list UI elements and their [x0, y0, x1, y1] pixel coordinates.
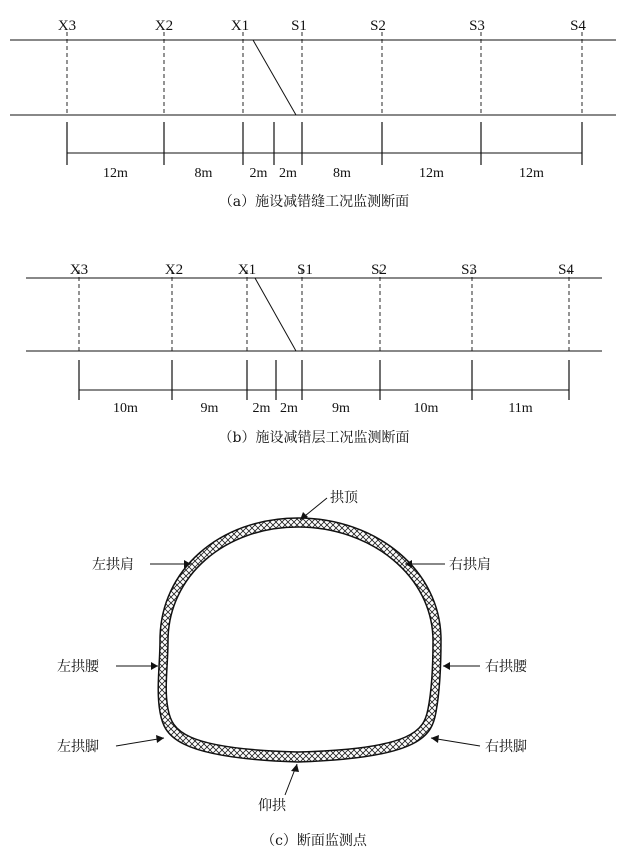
section-label: S2	[370, 18, 386, 34]
section-label: X3	[57, 18, 77, 34]
caption-b: （b）施设减错层工况监测断面	[218, 430, 410, 446]
spacing-label: 2m	[279, 166, 297, 181]
section-lines	[67, 32, 582, 115]
label-invert: 仰拱	[258, 798, 286, 814]
spacing-label: 8m	[194, 166, 213, 181]
caption-a: （a）施设减错缝工况监测断面	[218, 194, 410, 210]
spacing-label: 12m	[419, 166, 444, 181]
label-crown: 拱顶	[330, 490, 358, 506]
panel-c	[57, 489, 528, 849]
section-label: S3	[469, 18, 485, 34]
section-label: S2	[371, 262, 387, 278]
panel-b	[26, 262, 602, 446]
section-label: X2	[154, 18, 174, 34]
label-right-waist: 右拱腰	[485, 659, 527, 675]
section-label: X2	[164, 262, 184, 278]
label-left-shoulder: 左拱肩	[92, 557, 134, 573]
section-label: S1	[297, 262, 313, 278]
label-left-foot: 左拱脚	[57, 739, 99, 755]
panel-a	[10, 18, 616, 210]
section-label: X1	[230, 18, 250, 34]
spacing-label: 10m	[413, 401, 439, 416]
spacing-label: 12m	[519, 166, 544, 181]
label-right-foot: 右拱脚	[485, 739, 527, 755]
joint-diagonal	[253, 40, 296, 115]
section-label: S3	[461, 262, 477, 278]
dimension-ticks	[79, 360, 569, 400]
spacing-label: 11m	[508, 401, 533, 416]
spacing-label: 10m	[113, 401, 138, 416]
spacing-label: 9m	[332, 401, 350, 416]
label-right-shoulder: 右拱肩	[449, 557, 491, 573]
section-label: S4	[558, 262, 574, 278]
dimension-ticks	[67, 122, 582, 165]
section-lines	[79, 270, 569, 351]
label-left-waist: 左拱腰	[57, 659, 99, 675]
spacing-label: 12m	[103, 166, 128, 181]
section-label: S4	[570, 18, 586, 34]
spacing-label: 8m	[333, 166, 351, 181]
caption-c: （c）断面监测点	[261, 833, 367, 849]
spacing-label: 2m	[249, 166, 268, 181]
section-label: X3	[69, 262, 89, 278]
section-label: S1	[291, 18, 307, 34]
spacing-label: 2m	[252, 401, 271, 416]
tunnel-lining-inner	[166, 527, 433, 752]
joint-diagonal	[255, 278, 296, 351]
section-label: X1	[237, 262, 257, 278]
spacing-label: 2m	[280, 401, 298, 416]
spacing-label: 9m	[200, 401, 219, 416]
